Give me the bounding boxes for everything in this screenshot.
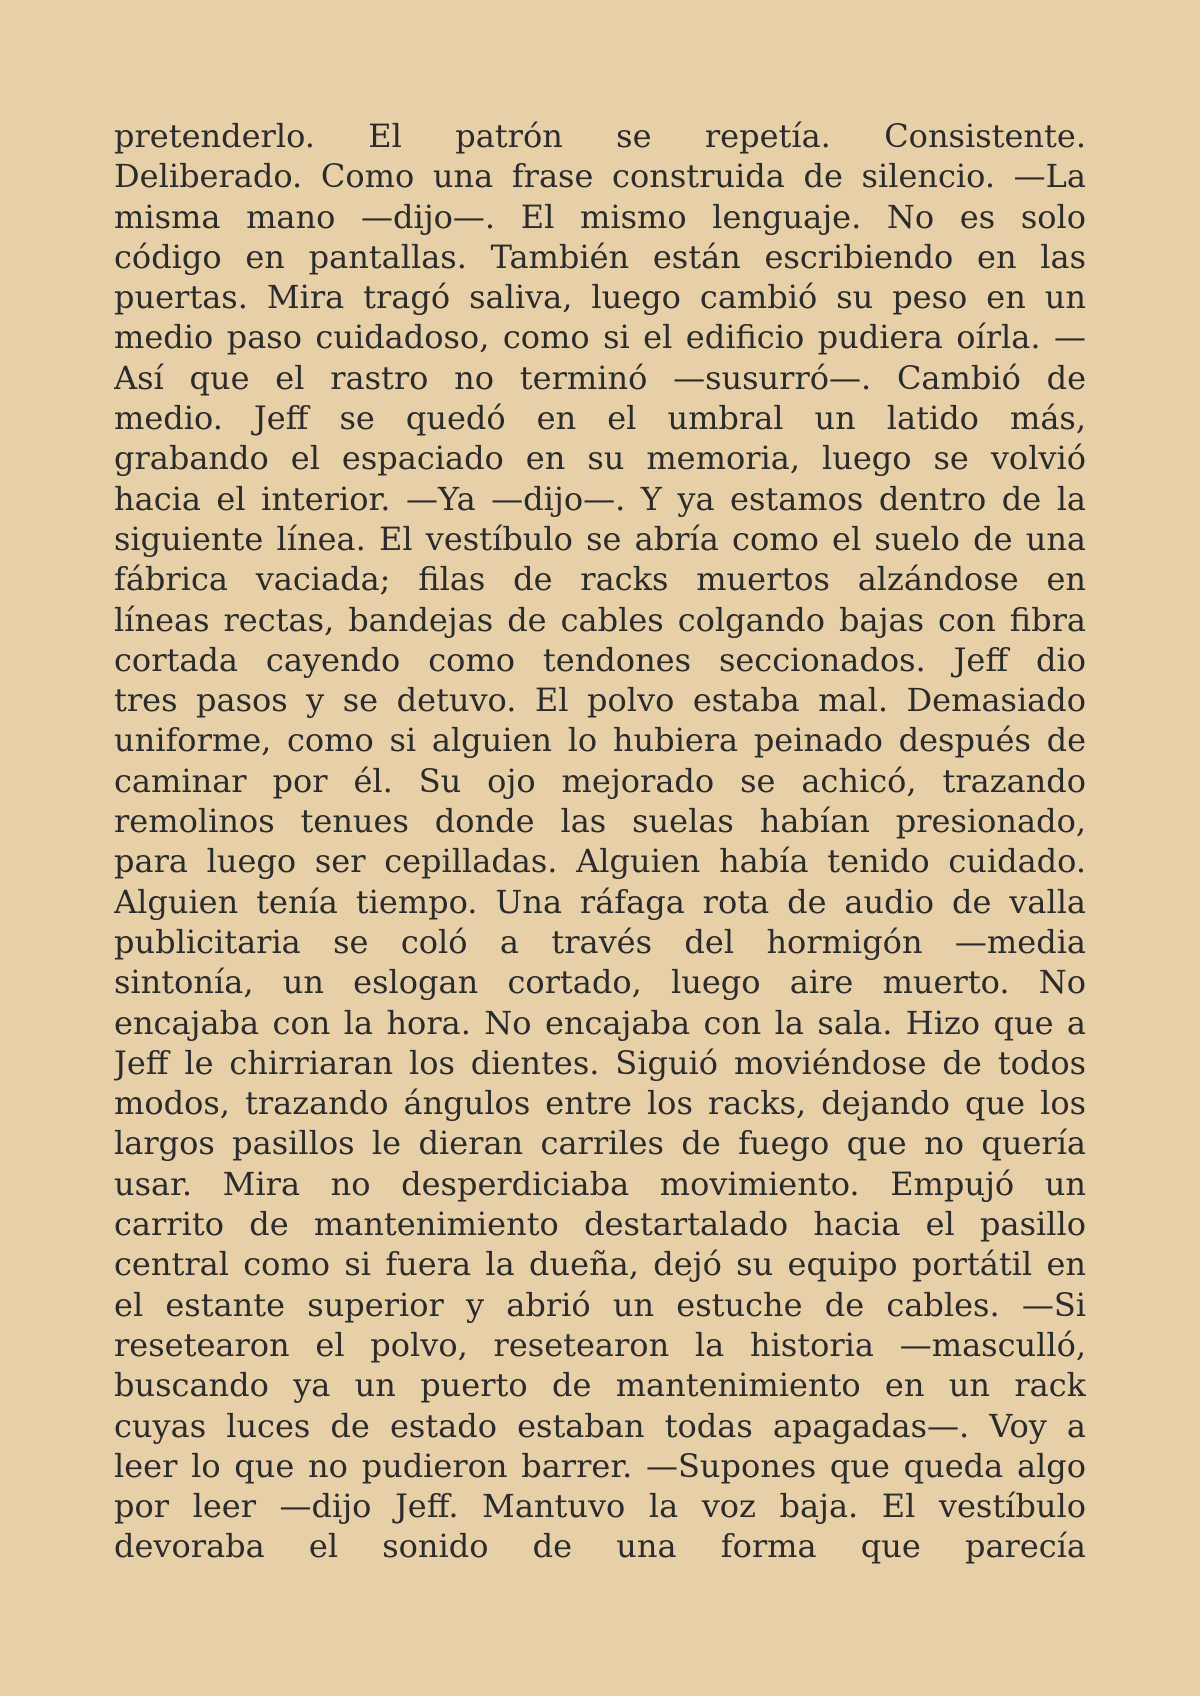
text-line: usar. Mira no desperdiciaba movimiento. Empujó un (114, 1164, 1086, 1203)
text-line: líneas rectas, bandejas de cables colgando bajas con fibra (114, 600, 1086, 639)
text-line: puertas. Mira tragó saliva, luego cambió su peso en un (114, 278, 1086, 317)
text-line: uniforme, como si alguien lo hubiera peinado después de (114, 721, 1086, 760)
text-line: medio paso cuidadoso, como si el edificio pudiera oírla. — (114, 318, 1086, 357)
text-line: sintonía, un eslogan cortado, luego aire muerto. No (114, 963, 1086, 1002)
page-text-block (114, 116, 1086, 1567)
text-line: medio. Jeff se quedó en el umbral un latido más, (114, 399, 1086, 438)
text-line: misma mano —dijo—. El mismo lenguaje. No es solo (114, 197, 1086, 236)
text-line: publicitaria se coló a través del hormigón —media (114, 922, 1086, 961)
text-line: Deliberado. Como una frase construida de silencio. —La (114, 157, 1086, 196)
text-line: grabando el espaciado en su memoria, luego se volvió (114, 439, 1086, 478)
text-line: carrito de mantenimiento destartalado hacia el pasillo (114, 1205, 1086, 1244)
text-line: cuyas luces de estado estaban todas apagadas—. Voy a (114, 1406, 1086, 1445)
text-line: cortada cayendo como tendones seccionados. Jeff dio (114, 640, 1086, 679)
text-line: Alguien tenía tiempo. Una ráfaga rota de audio de valla (114, 882, 1086, 921)
text-line: siguiente línea. El vestíbulo se abría como el suelo de una (114, 519, 1086, 558)
text-line: buscando ya un puerto de mantenimiento en un rack (114, 1366, 1086, 1405)
text-line: para luego ser cepilladas. Alguien había tenido cuidado. (114, 842, 1086, 881)
text-line: hacia el interior. —Ya —dijo—. Y ya estamos dentro de la (114, 479, 1086, 518)
text-line: largos pasillos le dieran carriles de fuego que no quería (114, 1124, 1086, 1163)
text-line: tres pasos y se detuvo. El polvo estaba mal. Demasiado (114, 681, 1086, 720)
text-line: fábrica vaciada; filas de racks muertos alzándose en (114, 560, 1086, 599)
text-line: central como si fuera la dueña, dejó su equipo portátil en (114, 1245, 1086, 1284)
text-line: por leer —dijo Jeff. Mantuvo la voz baja. El vestíbulo (114, 1487, 1086, 1526)
text-line: modos, trazando ángulos entre los racks, dejando que los (114, 1084, 1086, 1123)
text-line: caminar por él. Su ojo mejorado se achicó, trazando (114, 761, 1086, 800)
text-line: Jeff le chirriaran los dientes. Siguió moviéndose de todos (114, 1043, 1086, 1082)
text-line: pretenderlo. El patrón se repetía. Consistente. (114, 117, 1086, 155)
text-line: resetearon el polvo, resetearon la historia —masculló, (114, 1325, 1086, 1364)
text-line: encajaba con la hora. No encajaba con la sala. Hizo que a (114, 1003, 1086, 1042)
text-line: código en pantallas. También están escribiendo en las (114, 237, 1086, 276)
text-line: devoraba el sonido de una forma que parecía (114, 1527, 1086, 1566)
text-line: Así que el rastro no terminó —susurró—. Cambió de (114, 358, 1086, 397)
text-line: remolinos tenues donde las suelas habían presionado, (114, 802, 1086, 841)
text-line: leer lo que no pudieron barrer. —Supones que queda algo (114, 1446, 1086, 1485)
text-line: el estante superior y abrió un estuche de cables. —Si (114, 1285, 1086, 1324)
